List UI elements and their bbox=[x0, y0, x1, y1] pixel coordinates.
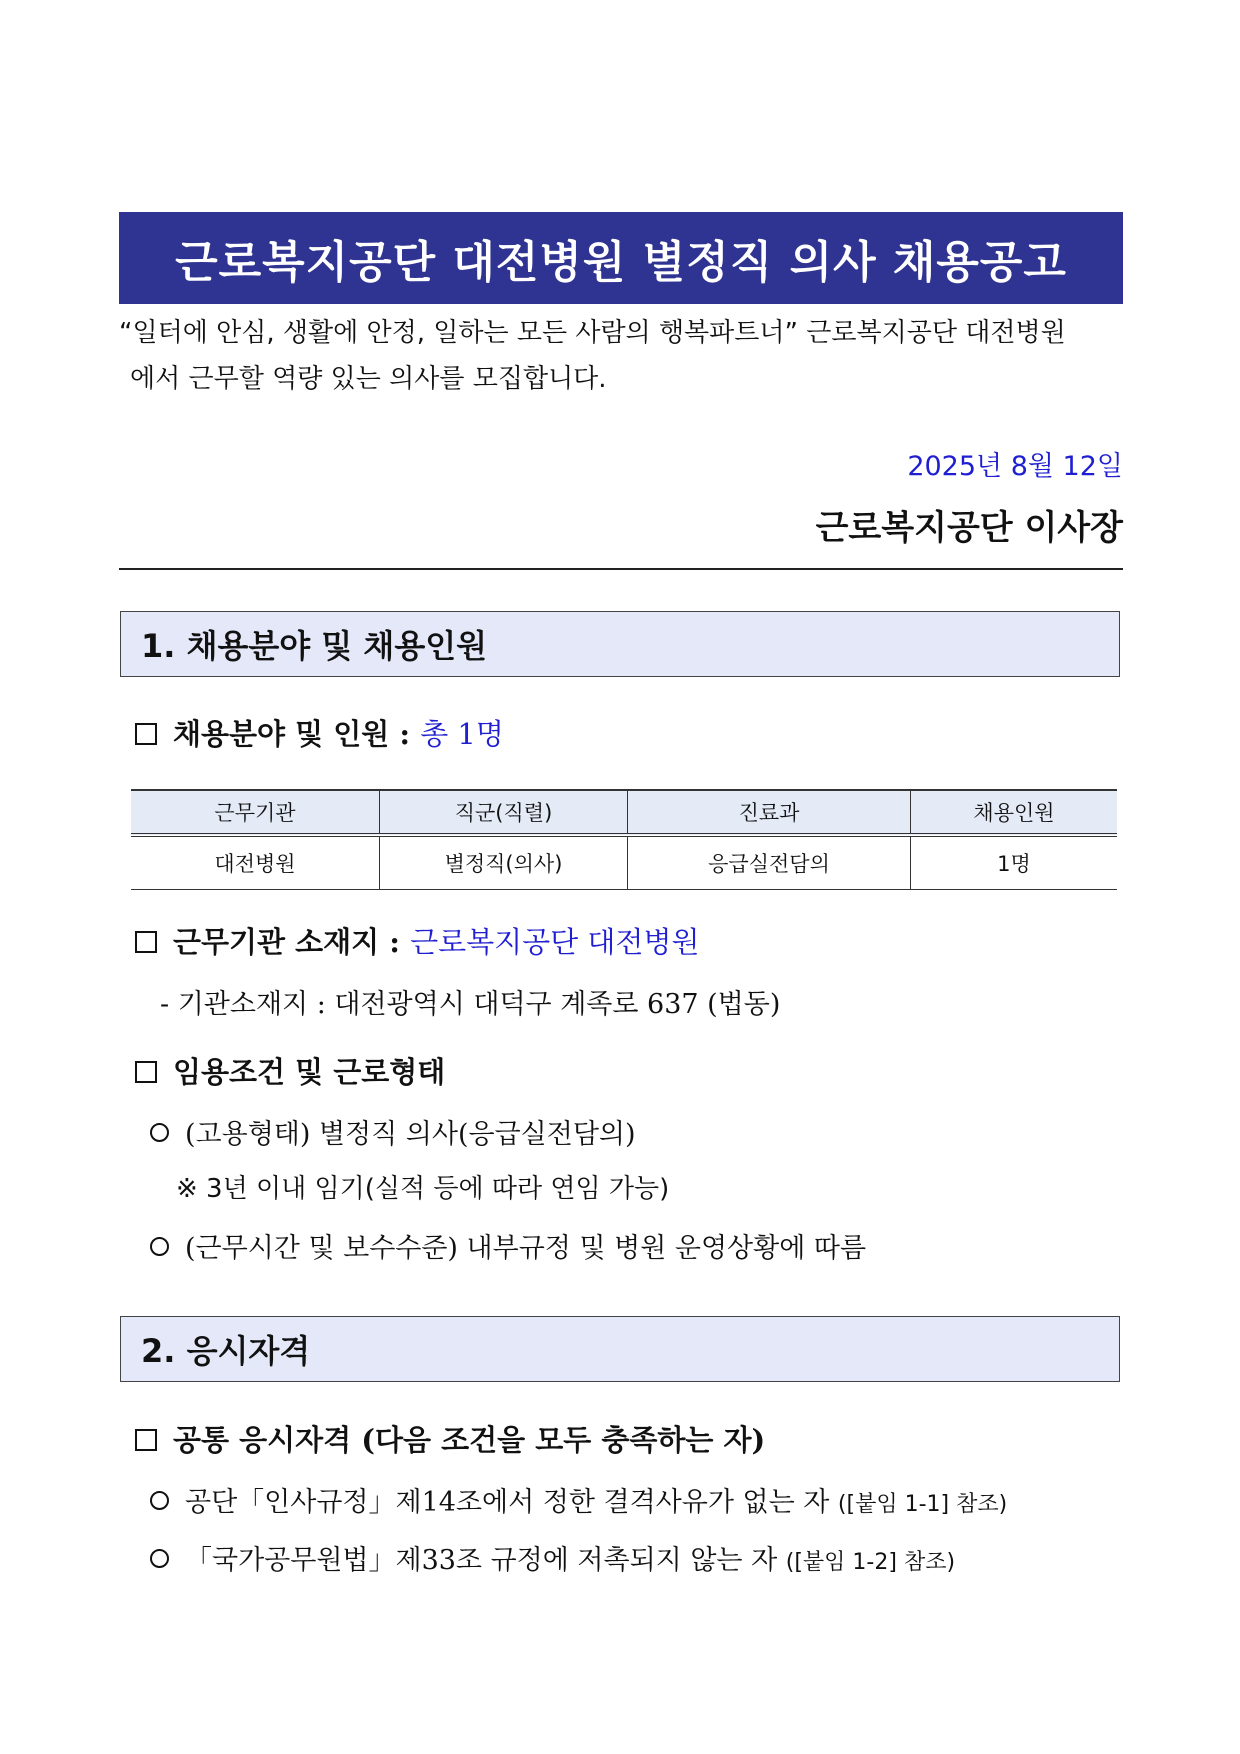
table-header-row bbox=[131, 790, 1117, 835]
conditions-line bbox=[135, 1050, 445, 1091]
circle-bullet-icon bbox=[150, 1237, 169, 1256]
section-2-heading: 2. 응시자격 bbox=[120, 1316, 1120, 1382]
square-bullet-icon bbox=[135, 723, 157, 745]
qualification-ref-2: ([붙임 1-2] 참조) bbox=[785, 1550, 956, 1575]
conditions-label: 임용조건 및 근로형태 bbox=[173, 1055, 446, 1089]
divider bbox=[119, 568, 1123, 570]
notice-date: 2025년 8월 12일 bbox=[907, 451, 1123, 482]
conditions-item-1: (고용형태) 별정직 의사(응급실전담의) bbox=[150, 1112, 636, 1151]
table-header: 채용인원 bbox=[911, 790, 1118, 835]
table-row bbox=[131, 835, 1117, 890]
location-detail: - 기관소재지 : 대전광역시 대덕구 계족로 637 (법동) bbox=[160, 989, 781, 1020]
table-cell: 별정직(의사) bbox=[380, 835, 628, 890]
location-label: 근무기관 소재지 : bbox=[173, 925, 400, 959]
circle-bullet-icon bbox=[150, 1491, 169, 1510]
circle-bullet-icon bbox=[150, 1549, 169, 1568]
section-1-heading: 1. 채용분야 및 채용인원 bbox=[120, 611, 1120, 677]
positions-value: 총 1명 bbox=[420, 717, 504, 751]
square-bullet-icon bbox=[135, 1429, 157, 1451]
positions-line bbox=[135, 712, 504, 753]
square-bullet-icon bbox=[135, 1061, 157, 1083]
location-value: 근로복지공단 대전병원 bbox=[410, 925, 700, 959]
recruitment-table bbox=[131, 789, 1117, 890]
qualification-item-2: 「국가공무원법」제33조 규정에 저촉되지 않는 자 ([붙임 1-2] 참조) bbox=[150, 1538, 955, 1577]
qualification-item-1: 공단「인사규정」제14조에서 정한 결격사유가 없는 자 ([붙임 1-1] 참조) bbox=[150, 1480, 1007, 1519]
table-header: 진료과 bbox=[628, 790, 911, 835]
common-qualification-line: 공통 응시자격 (다음 조건을 모두 충족하는 자) bbox=[135, 1418, 765, 1459]
table-header: 직군(직렬) bbox=[380, 790, 628, 835]
circle-bullet-icon bbox=[150, 1123, 169, 1142]
table-cell: 대전병원 bbox=[131, 835, 380, 890]
conditions-item-2: (근무시간 및 보수수준) 내부규정 및 병원 운영상황에 따름 bbox=[150, 1226, 866, 1265]
table-cell: 1명 bbox=[911, 835, 1118, 890]
positions-label: 채용분야 및 인원 : bbox=[173, 717, 411, 751]
intro-line-1: “일터에 안심, 생활에 안정, 일하는 모든 사람의 행복파트너” 근로복지공단 대전병원 bbox=[119, 318, 1066, 348]
table-header: 근무기관 bbox=[131, 790, 380, 835]
square-bullet-icon bbox=[135, 931, 157, 953]
intro-line-2: 에서 근무할 역량 있는 의사를 모집합니다. bbox=[130, 364, 607, 394]
issuer: 근로복지공단 이사장 bbox=[815, 508, 1123, 548]
location-line bbox=[135, 920, 699, 961]
table-cell: 응급실전담의 bbox=[628, 835, 911, 890]
conditions-note-1: ※ 3년 이내 임기(실적 등에 따라 연임 가능) bbox=[176, 1174, 670, 1204]
page-title: 근로복지공단 대전병원 별정직 의사 채용공고 bbox=[119, 212, 1123, 304]
qualification-ref-1: ([붙임 1-1] 참조) bbox=[837, 1492, 1008, 1517]
